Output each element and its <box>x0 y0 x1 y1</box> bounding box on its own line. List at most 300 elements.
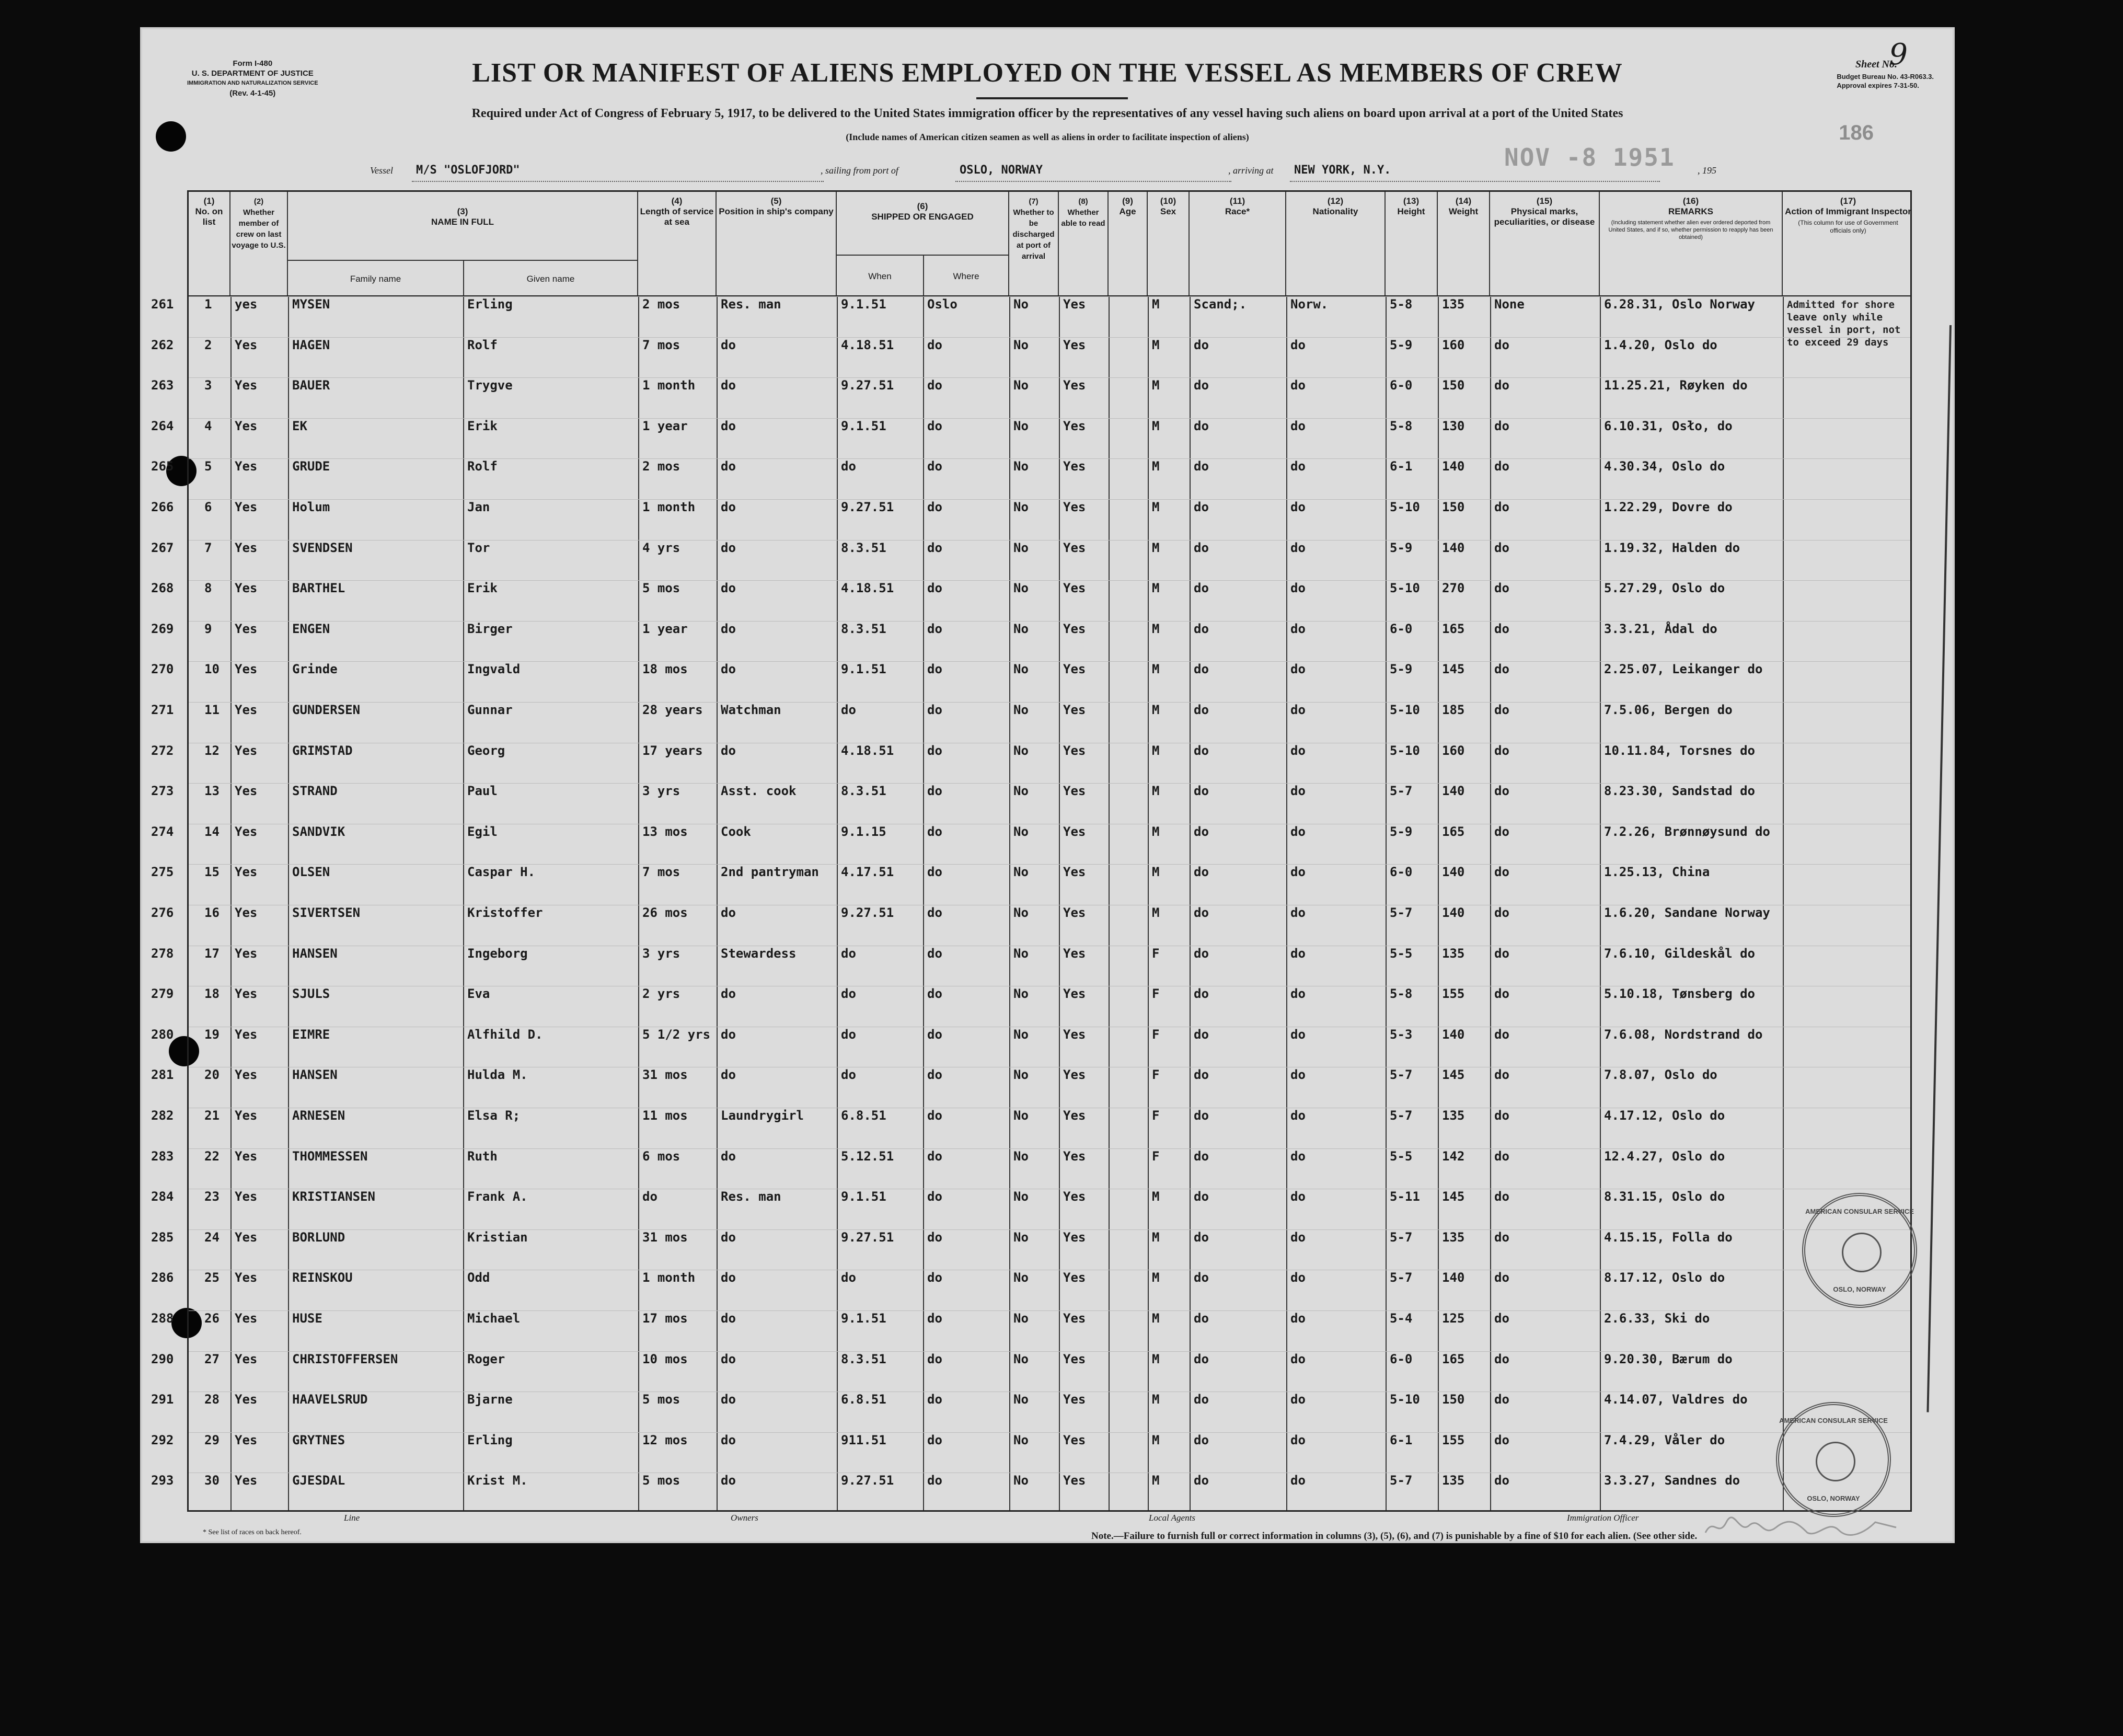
cell-given: Michael <box>467 1311 521 1326</box>
cell-height: 5-7 <box>1390 1473 1413 1488</box>
cell-weight: 140 <box>1442 1270 1465 1285</box>
table-row <box>151 1473 1910 1512</box>
cell-remarks: 11.25.21, Røyken do <box>1604 378 1748 393</box>
cell-weight: 155 <box>1442 986 1465 1002</box>
cell-no: 23 <box>204 1189 220 1204</box>
cell-nat: do <box>1290 986 1306 1002</box>
cell-read: Yes <box>1063 1108 1086 1123</box>
cell-service: 12 mos <box>642 1432 688 1447</box>
cell-when: 9.27.51 <box>841 905 894 920</box>
cell-remarks: 7.4.29, Våler do <box>1604 1432 1725 1447</box>
cell-when: 4.17.51 <box>841 865 894 880</box>
cell-weight: 142 <box>1442 1148 1465 1164</box>
col-able-to-read <box>1059 192 1109 296</box>
cell-when: 6.8.51 <box>841 1108 886 1123</box>
budget-info <box>1837 72 1934 90</box>
vessel-label: Vessel <box>370 165 393 176</box>
cell-where: do <box>927 1473 942 1488</box>
manifest-line-number: 293 <box>151 1473 174 1488</box>
cell-position: 2nd pantryman <box>721 865 819 880</box>
cell-when: 911.51 <box>841 1432 886 1447</box>
cell-race: do <box>1194 337 1209 352</box>
cell-remarks: 3.3.21, Ådal do <box>1604 621 1717 636</box>
cell-no: 6 <box>204 500 212 514</box>
cell-weight: 165 <box>1442 1351 1465 1366</box>
cell-height: 6-1 <box>1390 459 1413 474</box>
cell-nat: do <box>1290 865 1306 880</box>
cell-position: do <box>721 581 736 596</box>
cell-race: do <box>1194 1392 1209 1407</box>
col-given-name: Given name <box>463 260 638 297</box>
cell-when: 9.1.51 <box>841 662 886 677</box>
cell-remarks: 7.8.07, Oslo do <box>1604 1067 1717 1083</box>
cell-height: 6-1 <box>1390 1432 1413 1447</box>
cell-prev: Yes <box>235 1229 258 1245</box>
cell-remarks: 1.25.13, China <box>1604 865 1710 880</box>
manifest-line-number: 281 <box>151 1067 174 1083</box>
table-row <box>151 743 1910 783</box>
cell-no: 11 <box>204 703 220 717</box>
cell-where: do <box>927 743 942 758</box>
cell-position: do <box>721 1229 736 1245</box>
cell-marks: do <box>1494 621 1509 636</box>
table-row <box>151 702 1910 742</box>
cell-family: EK <box>292 418 307 433</box>
table-row <box>151 1108 1910 1147</box>
col-position <box>717 192 837 296</box>
cell-where: do <box>927 1189 942 1204</box>
table-row <box>151 377 1910 417</box>
shore-leave-annotation: Admitted for shore leave only while vessel in port, not to exceed 29 days <box>1787 299 1901 348</box>
sailing-from-label: , sailing from port of <box>821 165 898 176</box>
cell-given: Tor <box>467 540 490 555</box>
cell-read: Yes <box>1063 986 1086 1002</box>
cell-disch: No <box>1013 1067 1029 1083</box>
manifest-line-number: 285 <box>151 1229 174 1245</box>
arriving-label: , arriving at <box>1228 165 1274 176</box>
cell-prev: Yes <box>235 1270 258 1285</box>
cell-no: 24 <box>204 1229 220 1245</box>
cell-family: HANSEN <box>292 1067 338 1083</box>
cell-sex: M <box>1152 1229 1160 1245</box>
cell-height: 5-10 <box>1390 581 1420 596</box>
cell-marks: do <box>1494 1473 1509 1488</box>
cell-given: Frank A. <box>467 1189 528 1204</box>
cell-family: GRUDE <box>292 459 330 474</box>
cell-remarks: 4.30.34, Oslo do <box>1604 459 1725 474</box>
cell-read: Yes <box>1063 946 1086 961</box>
cell-service: 28 years <box>642 703 703 717</box>
cell-prev: Yes <box>235 581 258 596</box>
col-nationality <box>1286 192 1386 296</box>
cell-when: do <box>841 703 856 717</box>
cell-family: ENGEN <box>292 621 330 636</box>
cell-read: Yes <box>1063 337 1086 352</box>
cell-remarks: 10.11.84, Torsnes do <box>1604 743 1755 758</box>
form-number: Form I-480 <box>233 59 273 68</box>
cell-read: Yes <box>1063 905 1086 920</box>
cell-nat: Norw. <box>1290 297 1329 312</box>
col-header-text: (2) Whether member of crew on last voyage to U.S. <box>232 197 286 250</box>
col-discharged <box>1009 192 1059 296</box>
manifest-sheet <box>140 27 1955 1543</box>
manifest-line-number: 265 <box>151 459 174 474</box>
cell-position: Laundrygirl <box>721 1108 804 1123</box>
cell-given: Roger <box>467 1351 505 1366</box>
table-row <box>151 824 1910 864</box>
cell-position: do <box>721 1432 736 1447</box>
cell-nat: do <box>1290 459 1306 474</box>
cell-marks: do <box>1494 824 1509 839</box>
manifest-line-number: 270 <box>151 662 174 677</box>
cell-read: Yes <box>1063 784 1086 799</box>
cell-height: 5-3 <box>1390 1027 1413 1042</box>
col-length-of-service <box>638 192 717 296</box>
cell-height: 5-7 <box>1390 905 1413 920</box>
eagle-icon <box>1816 1442 1855 1481</box>
cell-height: 5-11 <box>1390 1189 1420 1204</box>
cell-given: Jan <box>467 500 490 514</box>
cell-marks: do <box>1494 459 1509 474</box>
cell-nat: do <box>1290 418 1306 433</box>
cell-position: Res. man <box>721 1189 781 1204</box>
table-row <box>151 1189 1910 1228</box>
cell-marks: do <box>1494 662 1509 677</box>
cell-prev: Yes <box>235 1027 258 1042</box>
cell-when: 9.1.51 <box>841 1311 886 1326</box>
cell-read: Yes <box>1063 1067 1086 1083</box>
cell-when: 8.3.51 <box>841 784 886 799</box>
inspector-pen-line <box>1926 325 1952 1412</box>
col-header-text: (6) SHIPPED OR ENGAGED <box>871 201 974 222</box>
arrival-date-stamp: NOV -8 1951 <box>1504 143 1675 171</box>
cell-read: Yes <box>1063 1432 1086 1447</box>
footer-officer-label: Immigration Officer <box>1567 1513 1639 1523</box>
cell-position: do <box>721 905 736 920</box>
cell-remarks: 5.27.29, Oslo do <box>1604 581 1725 596</box>
footer-agents-label: Local Agents <box>1149 1513 1195 1523</box>
cell-race: do <box>1194 418 1209 433</box>
cell-weight: 140 <box>1442 865 1465 880</box>
manifest-line-number: 271 <box>151 703 174 717</box>
cell-race: do <box>1194 1229 1209 1245</box>
cell-race: do <box>1194 1108 1209 1123</box>
cell-remarks: 1.4.20, Oslo do <box>1604 337 1717 352</box>
cell-marks: do <box>1494 905 1509 920</box>
col-remarks <box>1600 192 1783 296</box>
cell-nat: do <box>1290 1189 1306 1204</box>
cell-race: do <box>1194 1473 1209 1488</box>
cell-where: do <box>927 459 942 474</box>
cell-height: 5-8 <box>1390 297 1413 312</box>
cell-when: 9.27.51 <box>841 378 894 393</box>
col-header-text: (16) REMARKS <box>1668 196 1713 216</box>
col-shipped-engaged <box>837 192 1009 296</box>
cell-prev: Yes <box>235 703 258 717</box>
table-row <box>151 540 1910 580</box>
cell-position: do <box>721 986 736 1002</box>
cell-weight: 160 <box>1442 337 1465 352</box>
cell-remarks: 6.10.31, Osło, do <box>1604 418 1733 433</box>
cell-when: 9.1.15 <box>841 824 886 839</box>
cell-weight: 150 <box>1442 1392 1465 1407</box>
cell-marks: do <box>1494 1392 1509 1407</box>
page-title: LIST OR MANIFEST OF ALIENS EMPLOYED ON THE VESSEL AS MEMBERS OF CREW <box>472 58 1623 88</box>
approval-expiry: Approval expires 7-31-50. <box>1837 82 1919 89</box>
cell-height: 5-10 <box>1390 1392 1420 1407</box>
cell-sex: M <box>1152 500 1160 514</box>
manifest-line-number: 278 <box>151 946 174 961</box>
cell-race: do <box>1194 540 1209 555</box>
manifest-line-number: 262 <box>151 337 174 352</box>
col-name-in-full <box>288 192 638 296</box>
cell-family: GRYTNES <box>292 1432 345 1447</box>
cell-remarks: 3.3.27, Sandnes do <box>1604 1473 1740 1488</box>
penalty-note: Note.—Failure to furnish full or correct information in columns (3), (5), (6), and (7) is punishable by a fine of $10 for each alien. (See other side. <box>1091 1531 1698 1542</box>
budget-bureau: Budget Bureau No. 43-R063.3. <box>1837 73 1934 81</box>
cell-given: Egil <box>467 824 498 839</box>
cell-service: 26 mos <box>642 905 688 920</box>
table-row <box>151 864 1910 904</box>
cell-disch: No <box>1013 621 1029 636</box>
cell-given: Erik <box>467 581 498 596</box>
cell-where: do <box>927 1392 942 1407</box>
cell-disch: No <box>1013 500 1029 514</box>
cell-no: 16 <box>204 905 220 920</box>
cell-weight: 150 <box>1442 500 1465 514</box>
table-row <box>151 296 1910 336</box>
manifest-line-number: 267 <box>151 540 174 555</box>
cell-read: Yes <box>1063 1351 1086 1366</box>
cell-weight: 155 <box>1442 1432 1465 1447</box>
table-row <box>151 1148 1910 1188</box>
cell-service: 5 mos <box>642 1473 680 1488</box>
col-header-text: (13) Height <box>1397 196 1425 216</box>
cell-when: do <box>841 1270 856 1285</box>
cell-when: 5.12.51 <box>841 1148 894 1164</box>
cell-height: 5-7 <box>1390 784 1413 799</box>
manifest-line-number: 274 <box>151 824 174 839</box>
cell-read: Yes <box>1063 1027 1086 1042</box>
cell-when: 6.8.51 <box>841 1392 886 1407</box>
cell-where: do <box>927 378 942 393</box>
cell-remarks: 9.20.30, Bærum do <box>1604 1351 1733 1366</box>
cell-height: 5-10 <box>1390 743 1420 758</box>
cell-sex: F <box>1152 1108 1160 1123</box>
cell-service: 31 mos <box>642 1229 688 1245</box>
cell-family: SVENDSEN <box>292 540 353 555</box>
cell-where: do <box>927 824 942 839</box>
col-header-text: (9) Age <box>1119 196 1136 216</box>
cell-family: HANSEN <box>292 946 338 961</box>
col-sex <box>1148 192 1190 296</box>
cell-disch: No <box>1013 865 1029 880</box>
cell-race: do <box>1194 1148 1209 1164</box>
cell-family: GRIMSTAD <box>292 743 353 758</box>
cell-given: Gunnar <box>467 703 513 717</box>
cell-race: do <box>1194 905 1209 920</box>
cell-given: Kristoffer <box>467 905 543 920</box>
cell-remarks: 1.6.20, Sandane Norway <box>1604 905 1770 920</box>
manifest-line-number: 282 <box>151 1108 174 1123</box>
cell-family: OLSEN <box>292 865 330 880</box>
cell-position: do <box>721 621 736 636</box>
table-row <box>151 580 1910 620</box>
cell-sex: M <box>1152 703 1160 717</box>
manifest-line-number: 264 <box>151 418 174 433</box>
cell-when: 8.3.51 <box>841 540 886 555</box>
cell-disch: No <box>1013 581 1029 596</box>
manifest-line-number: 266 <box>151 500 174 514</box>
cell-prev: Yes <box>235 459 258 474</box>
cell-remarks: 8.23.30, Sandstad do <box>1604 784 1755 799</box>
cell-family: Grinde <box>292 662 338 677</box>
cell-position: do <box>721 378 736 393</box>
cell-service: 6 mos <box>642 1148 680 1164</box>
cell-marks: do <box>1494 1229 1509 1245</box>
cell-height: 5-4 <box>1390 1311 1413 1326</box>
cell-no: 28 <box>204 1392 220 1407</box>
table-row <box>151 458 1910 498</box>
cell-height: 5-9 <box>1390 540 1413 555</box>
cell-given: Erling <box>467 1432 513 1447</box>
cell-sex: M <box>1152 1432 1160 1447</box>
cell-disch: No <box>1013 1229 1029 1245</box>
cell-marks: do <box>1494 703 1509 717</box>
cell-nat: do <box>1290 1067 1306 1083</box>
cell-no: 2 <box>204 337 212 352</box>
cell-family: HAAVELSRUD <box>292 1392 368 1407</box>
cell-marks: do <box>1494 418 1509 433</box>
col-header-text: (5) Position in ship's company <box>719 196 834 216</box>
table-row <box>151 1067 1910 1107</box>
cell-nat: do <box>1290 337 1306 352</box>
cell-marks: do <box>1494 337 1509 352</box>
cell-given: Kristian <box>467 1229 528 1245</box>
cell-when: 9.1.51 <box>841 297 886 312</box>
cell-remarks: 1.22.29, Dovre do <box>1604 500 1733 514</box>
cell-nat: do <box>1290 824 1306 839</box>
cell-nat: do <box>1290 784 1306 799</box>
cell-when: 4.18.51 <box>841 743 894 758</box>
cell-height: 5-7 <box>1390 1108 1413 1123</box>
cell-service: 2 yrs <box>642 986 680 1002</box>
cell-race: Scand;. <box>1194 297 1247 312</box>
cell-where: do <box>927 1270 942 1285</box>
cell-where: do <box>927 1108 942 1123</box>
cell-sex: M <box>1152 1189 1160 1204</box>
cell-position: Asst. cook <box>721 784 797 799</box>
cell-family: KRISTIANSEN <box>292 1189 375 1204</box>
cell-race: do <box>1194 459 1209 474</box>
manifest-line-number: 291 <box>151 1392 174 1407</box>
cell-disch: No <box>1013 1392 1029 1407</box>
manifest-line-number: 272 <box>151 743 174 758</box>
cell-when: 9.27.51 <box>841 1473 894 1488</box>
cell-weight: 135 <box>1442 297 1465 312</box>
cell-sex: M <box>1152 459 1160 474</box>
cell-where: do <box>927 418 942 433</box>
cell-marks: do <box>1494 1067 1509 1083</box>
cell-prev: Yes <box>235 865 258 880</box>
cell-sex: F <box>1152 946 1160 961</box>
cell-remarks: 2.6.33, Ski do <box>1604 1311 1710 1326</box>
cell-disch: No <box>1013 1148 1029 1164</box>
cell-given: Hulda M. <box>467 1067 528 1083</box>
cell-service: 2 mos <box>642 297 680 312</box>
cell-position: do <box>721 743 736 758</box>
cell-no: 25 <box>204 1270 220 1285</box>
cell-sex: F <box>1152 1148 1160 1164</box>
cell-weight: 145 <box>1442 1067 1465 1083</box>
table-row <box>151 1351 1910 1391</box>
manifest-line-number: 276 <box>151 905 174 920</box>
cell-when: 8.3.51 <box>841 1351 886 1366</box>
cell-family: SJULS <box>292 986 330 1002</box>
cell-weight: 140 <box>1442 540 1465 555</box>
year-label: , 195 <box>1698 165 1716 176</box>
cell-no: 14 <box>204 824 220 839</box>
cell-disch: No <box>1013 662 1029 677</box>
cell-position: Watchman <box>721 703 781 717</box>
footer-line-label: Line <box>344 1513 360 1523</box>
col-family-name: Family name <box>288 260 464 297</box>
cell-disch: No <box>1013 378 1029 393</box>
cell-marks: do <box>1494 500 1509 514</box>
cell-height: 5-5 <box>1390 1148 1413 1164</box>
cell-where: do <box>927 1351 942 1366</box>
form-dept: U. S. DEPARTMENT OF JUSTICE <box>191 69 314 78</box>
cell-position: do <box>721 1270 736 1285</box>
cell-remarks: 12.4.27, Oslo do <box>1604 1148 1725 1164</box>
table-row <box>151 621 1910 661</box>
cell-marks: None <box>1494 297 1525 312</box>
cell-sex: M <box>1152 337 1160 352</box>
cell-race: do <box>1194 1189 1209 1204</box>
cell-disch: No <box>1013 1270 1029 1285</box>
cell-remarks: 5.10.18, Tønsberg do <box>1604 986 1755 1002</box>
cell-where: do <box>927 1067 942 1083</box>
cell-prev: Yes <box>235 743 258 758</box>
cell-given: Rolf <box>467 337 498 352</box>
col-header-text: (10) Sex <box>1160 196 1176 216</box>
col-remarks-subtext: (Including statement whether alien ever ordered deported from United States, and if so, whether permission to reapply has been obtained) <box>1608 220 1773 240</box>
cell-race: do <box>1194 378 1209 393</box>
manifest-line-number: 283 <box>151 1148 174 1164</box>
cell-nat: do <box>1290 1392 1306 1407</box>
cell-prev: Yes <box>235 1351 258 1366</box>
cell-marks: do <box>1494 946 1509 961</box>
cell-sex: M <box>1152 905 1160 920</box>
cell-nat: do <box>1290 540 1306 555</box>
cell-race: do <box>1194 1432 1209 1447</box>
cell-weight: 135 <box>1442 1473 1465 1488</box>
cell-no: 10 <box>204 662 220 677</box>
cell-when: 9.27.51 <box>841 1229 894 1245</box>
cell-prev: Yes <box>235 1067 258 1083</box>
cell-position: do <box>721 1027 736 1042</box>
cell-service: 7 mos <box>642 865 680 880</box>
cell-sex: F <box>1152 986 1160 1002</box>
cell-where: Oslo <box>927 297 957 312</box>
cell-family: GJESDAL <box>292 1473 345 1488</box>
cell-weight: 145 <box>1442 1189 1465 1204</box>
cell-marks: do <box>1494 743 1509 758</box>
cell-sex: M <box>1152 784 1160 799</box>
cell-height: 6-0 <box>1390 865 1413 880</box>
cell-read: Yes <box>1063 378 1086 393</box>
cell-no: 9 <box>204 621 212 636</box>
